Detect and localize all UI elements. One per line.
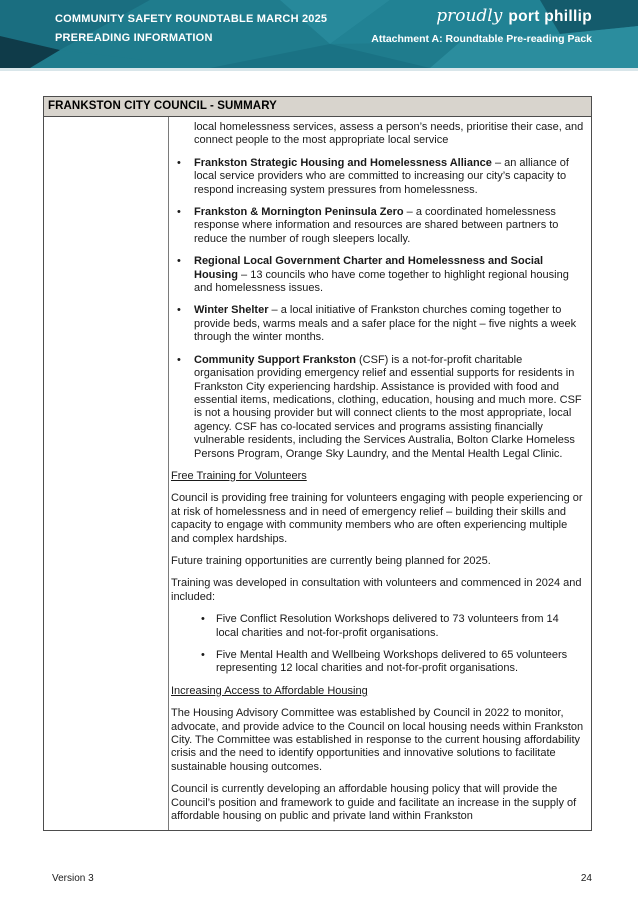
block-heading <box>171 470 584 483</box>
attachment-label: Attachment A: Roundtable Pre-reading Pack <box>371 33 592 45</box>
logo-script-text: proudly <box>436 6 503 26</box>
table-cell-left-empty <box>44 117 169 830</box>
bullet-marker: • <box>177 255 181 268</box>
block-text: Training was developed in consultation with volunteers and commenced in 2024 and included: <box>171 577 582 603</box>
table-body-row <box>44 117 591 830</box>
banner-title <box>55 10 327 48</box>
block-para <box>171 555 584 568</box>
bullet-marker: • <box>177 206 181 219</box>
block-para <box>171 783 584 823</box>
block-bullet <box>177 156 584 197</box>
summary-table <box>43 96 592 831</box>
bullet-marker: • <box>201 613 205 626</box>
block-text: Future training opportunities are currently being planned for 2025. <box>171 554 491 567</box>
block-text: – a local initiative of Frankston churches coming together to provide beds, warms meals and a safer place for the night – five nights a week through the winter months. <box>194 304 577 344</box>
header-banner <box>0 0 638 68</box>
banner-title-line1: COMMUNITY SAFETY ROUNDTABLE MARCH 2025 <box>55 13 328 25</box>
bullet-marker: • <box>177 353 181 366</box>
block-text: Five Conflict Resolution Workshops delivered to 73 volunteers from 14 local charities and not-for-profit organisations. <box>216 613 559 639</box>
block-bullet <box>177 255 584 295</box>
bullet-lead-text: Regional Local Government Charter and Homelessness and Social Housing <box>194 255 544 281</box>
block-text: – a coordinated homelessness response where information and resources are shared between partners to reduce the number of rough sleepers locally. <box>194 206 559 245</box>
block-text: (CSF) is a not-for-profit charitable organisation providing emergency relief and essential supports for residents in Frankston City experiencing hardship. Assistance is provided with food and essential items, medications, clothing, education, housing and much more. CSF is not a housing provider but will connect clients to the most appropriate, local agency. CSF has co-located services and programs assisting financially vulnerable residents, including the Services Australia, Bolton Clarke Homeless Persons Program, Orange Sky Laundry, and the Mental Health Legal Clinic. <box>194 353 582 460</box>
block-text: local homelessness services, assess a person’s needs, prioritise their case, and connect people to the most appropriate local service <box>194 121 584 147</box>
logo-bold-text: port phillip <box>508 8 592 25</box>
bullet-marker: • <box>177 304 181 317</box>
block-para <box>171 492 584 546</box>
block-text: – an alliance of local service providers who are committed to increasing our city’s capacity to respond increasing system pressures from homelessness. <box>194 156 569 196</box>
block-text: Council is providing free training for volunteers engaging with people experiencing or at risk of homelessness and in need of emergency relief – building their skills and capacity to engage with community members who are often experiencing multiple and complex hardships. <box>171 492 583 545</box>
bullet-marker: • <box>201 649 205 661</box>
block-text: Increasing Access to Affordable Housing <box>171 684 368 697</box>
block-text: Council is currently developing an affordable housing policy that will provide the Council’s position and framework to guide and facilitate an increase in the supply of affordable housing on public and private land within Frankston <box>171 783 577 823</box>
block-text: The Housing Advisory Committee was established by Council in 2022 to monitor, advocate, and provide advice to the Council on local housing needs within Frankston City. The Committee was established in response to the current housing affordability crisis and the need to identify opportunities and innovative solutions to facilitate sustainable housing outcomes. <box>171 707 584 773</box>
block-text: – 13 councils who have come together to highlight regional housing and homelessness issues. <box>194 268 569 295</box>
block-bullet <box>177 206 584 246</box>
block-text: Free Training for Volunteers <box>171 469 307 482</box>
page-footer <box>52 873 592 884</box>
footer-page-number: 24 <box>580 873 592 884</box>
banner-edge-strip <box>0 68 638 71</box>
bullet-lead-text: Community Support Frankston <box>194 353 356 366</box>
bullet-marker: • <box>177 156 181 169</box>
block-subbullet <box>201 613 584 640</box>
table-header-row: FRANKSTON CITY COUNCIL - SUMMARY <box>44 97 591 117</box>
table-cell-content <box>169 117 591 830</box>
banner-title-line2: PREREADING INFORMATION <box>55 32 213 44</box>
block-text: Five Mental Health and Wellbeing Workshops delivered to 65 volunteers representing 12 local charities and not-for-profit organisations. <box>216 649 568 675</box>
block-bullet <box>177 304 584 344</box>
block-subbullet <box>201 649 584 676</box>
bullet-lead-text: Winter Shelter <box>194 304 269 317</box>
footer-version: Version 3 <box>52 873 94 884</box>
block-heading <box>171 685 584 698</box>
block-continuation <box>194 121 584 148</box>
block-bullet <box>177 353 584 461</box>
bullet-lead-text: Frankston Strategic Housing and Homelessness Alliance <box>194 156 492 169</box>
block-para <box>171 577 584 604</box>
bullet-lead-text: Frankston & Mornington Peninsula Zero <box>194 206 404 219</box>
port-phillip-logo <box>371 6 592 26</box>
banner-right <box>371 6 592 45</box>
block-para <box>171 707 584 774</box>
